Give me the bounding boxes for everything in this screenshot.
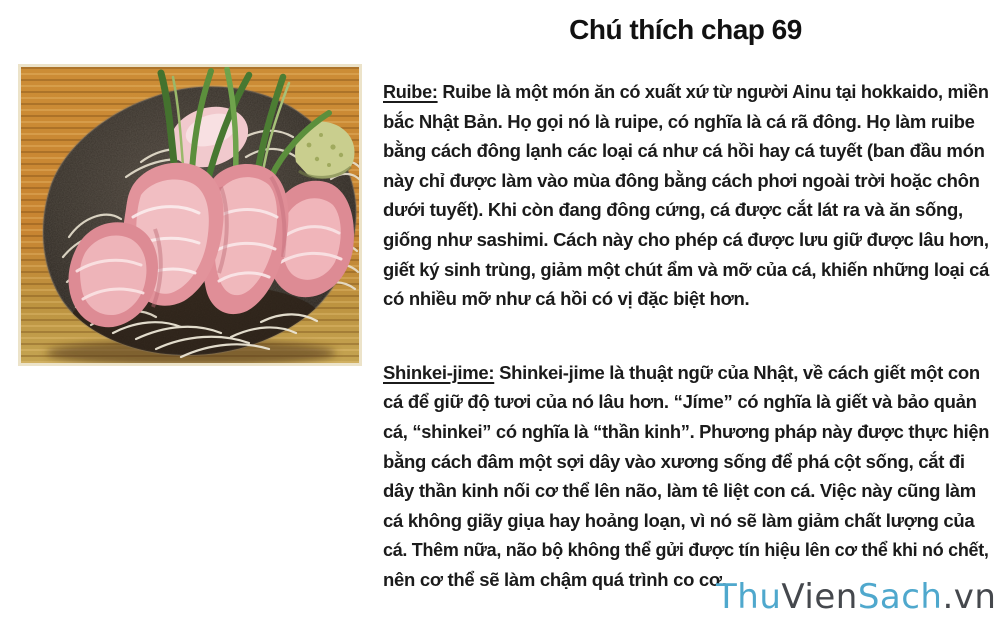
section-ruibe xyxy=(383,77,989,314)
watermark-part: Vien xyxy=(781,577,858,617)
annotation-text-column xyxy=(383,77,989,595)
section-shinkei-jime xyxy=(383,358,989,595)
text-line: giết ký sinh trùng, giảm một chút ẩm và mỡ của cá, khiến những loại cá xyxy=(383,258,990,280)
text-line: có nhiều mỡ như cá hồi có vị đặc biệt hơn. xyxy=(383,288,750,310)
text-line xyxy=(383,358,989,388)
text-line: này chỉ được làm vào mùa đông bằng cách phơi ngoài trời hoặc chôn xyxy=(383,169,980,191)
text-line: dưới tuyết). Khi còn đang đông cứng, cá được cắt lát ra và ăn sống, xyxy=(383,199,963,221)
ruibe-heading: Ruibe: xyxy=(383,81,438,102)
text-line: bắc Nhật Bản. Họ gọi nó là ruipe, có nghĩa là cá rã đông. Họ làm ruibe xyxy=(383,110,975,132)
text-line xyxy=(383,77,989,107)
text-run: Shinkei-jime là thuật ngữ của Nhật, về cách giết một con xyxy=(494,361,980,383)
text-run: Ruibe là một món ăn có xuất xứ từ người Ainu tại hokkaido, miền xyxy=(437,81,989,102)
ruibe-sashimi-photo xyxy=(18,64,362,366)
shinkei-jime-heading: Shinkei-jime: xyxy=(383,361,495,383)
text-line: bằng cách đông lạnh các loại cá như cá hồi hay cá tuyết (ban đầu món xyxy=(383,140,985,162)
text-line: cá để giữ độ tươi của nó lâu hơn. “Jíme” có nghĩa là giết và bảo quản xyxy=(383,391,977,413)
watermark-part: .vn xyxy=(942,577,997,617)
text-line: giống như sashimi. Cách này cho phép cá được lưu giữ được lâu hơn, xyxy=(383,228,989,250)
text-line: dây thần kinh nối cơ thể lên não, làm tê liệt con cá. Việc này cũng làm xyxy=(383,480,976,502)
text-line: cá không giãy giụa hay hoảng loạn, vì nó sẽ làm giảm chất lượng của xyxy=(383,509,975,531)
text-line: cá, “shinkei” có nghĩa là “thần kinh”. Phương pháp này được thực hiện xyxy=(383,420,990,442)
watermark-part: Thu xyxy=(716,577,782,617)
sashimi-photo-drawing xyxy=(21,67,359,363)
text-line: bằng cách đâm một sợi dây vào xương sống để phá cột sống, cắt đi xyxy=(383,450,965,472)
page-title: Chú thích chap 69 xyxy=(569,14,802,45)
text-line: nên cơ thể sẽ làm chậm quá trình co cơ. xyxy=(383,568,727,590)
text-line: cá. Thêm nữa, não bộ không thể gửi được tín hiệu lên cơ thể khi nó chết, xyxy=(383,539,989,561)
thuviensach-watermark xyxy=(716,577,996,617)
watermark-part: Sach xyxy=(857,577,943,617)
